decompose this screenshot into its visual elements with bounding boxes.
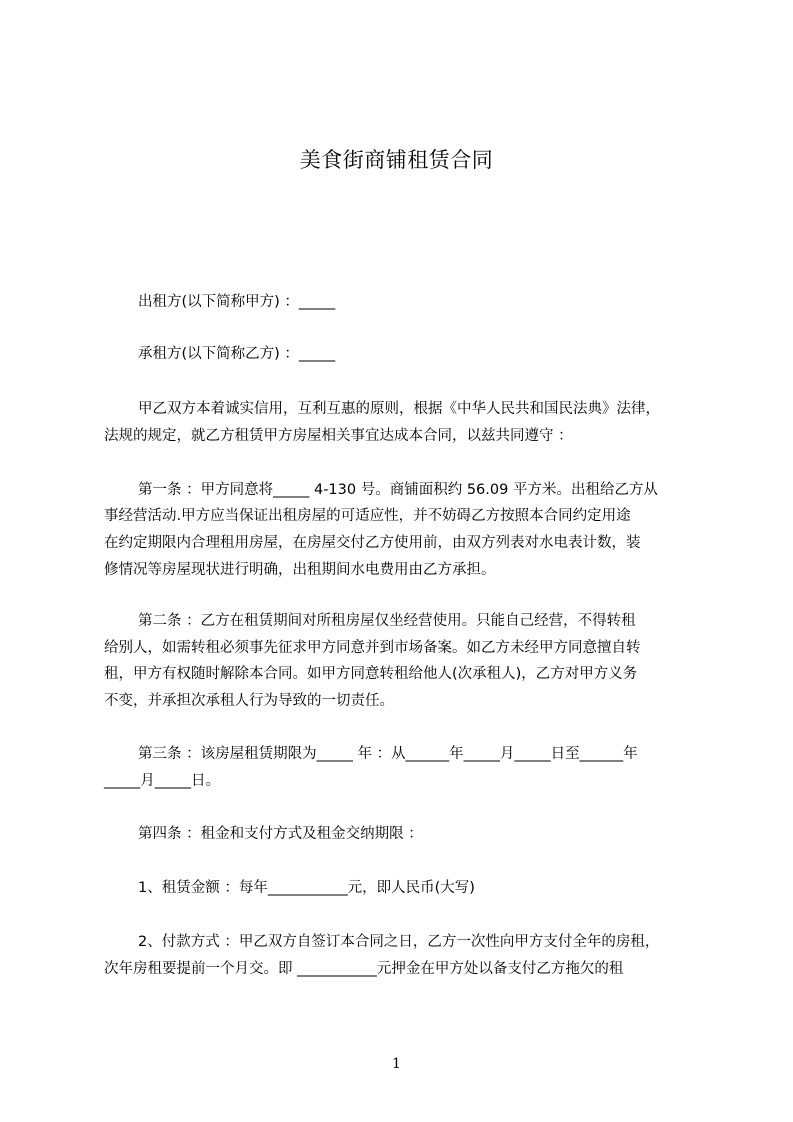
payment-line: 次年房租要提前一个月交。即 ___________元押金在甲方处以备支付乙方拖欠的租 xyxy=(104,961,624,977)
page-number: 1 xyxy=(392,1056,401,1072)
lessee-line: 承租方(以下简称乙方) ：_____ xyxy=(138,346,336,362)
document-title: 美食街商铺租赁合同 xyxy=(299,148,494,172)
article2-line: 给别人，如需转租必须事先征求甲方同意并到市场备案。如乙方未经甲方同意擅自转 xyxy=(104,640,641,656)
article3-line: _____月_____日。 xyxy=(104,773,220,789)
article1-line: 第一条 ：甲方同意将_____ 4-130 号。商铺面积约 56.09 平方米。出租给乙方从 xyxy=(138,482,658,498)
article2-line: 租，甲方有权随时解除本合同。如甲方同意转租给他人(次承租人)，乙方对甲方义务 xyxy=(104,666,638,682)
intro-line: 法规的规定，就乙方租赁甲方房屋相关事宜达成本合同，以兹共同遵守 ： xyxy=(104,428,573,444)
payment-line: 2、付款方式 ：甲乙双方自签订本合同之日，乙方一次性向甲方支付全年的房租， xyxy=(138,934,660,950)
article2-line: 不变，并承担次承租人行为导致的一切责任。 xyxy=(104,693,394,709)
intro-line: 甲乙双方本着诚实信用，互利互惠的原则，根据《中华人民共和国民法典》法律， xyxy=(138,401,660,417)
rent-amount-line: 1、租赁金额 ：每年___________元，即人民币(大写) xyxy=(138,880,475,896)
article2-line: 第二条 ：乙方在租赁期间对所租房屋仅坐经营使用。只能自己经营，不得转租 xyxy=(138,613,636,629)
article1-line: 修情况等房屋现状进行明确，出租期间水电费用由乙方承担。 xyxy=(104,562,496,578)
article1-line: 在约定期限内合理租用房屋，在房屋交付乙方使用前，由双方列表对水电表计数，装 xyxy=(104,535,641,551)
article1-line: 事经营活动.甲方应当保证出租房屋的可适应性，并不妨碍乙方按照本合同约定用途 xyxy=(104,508,631,524)
article4-heading: 第四条 ：租金和支付方式及租金交纳期限 ： xyxy=(138,826,423,842)
lessor-line: 出租方(以下简称甲方) ：_____ xyxy=(138,294,336,310)
article3-line: 第三条 ：该房屋租赁期限为_____ 年 ：从______年_____月_____日至______年 xyxy=(138,746,638,762)
